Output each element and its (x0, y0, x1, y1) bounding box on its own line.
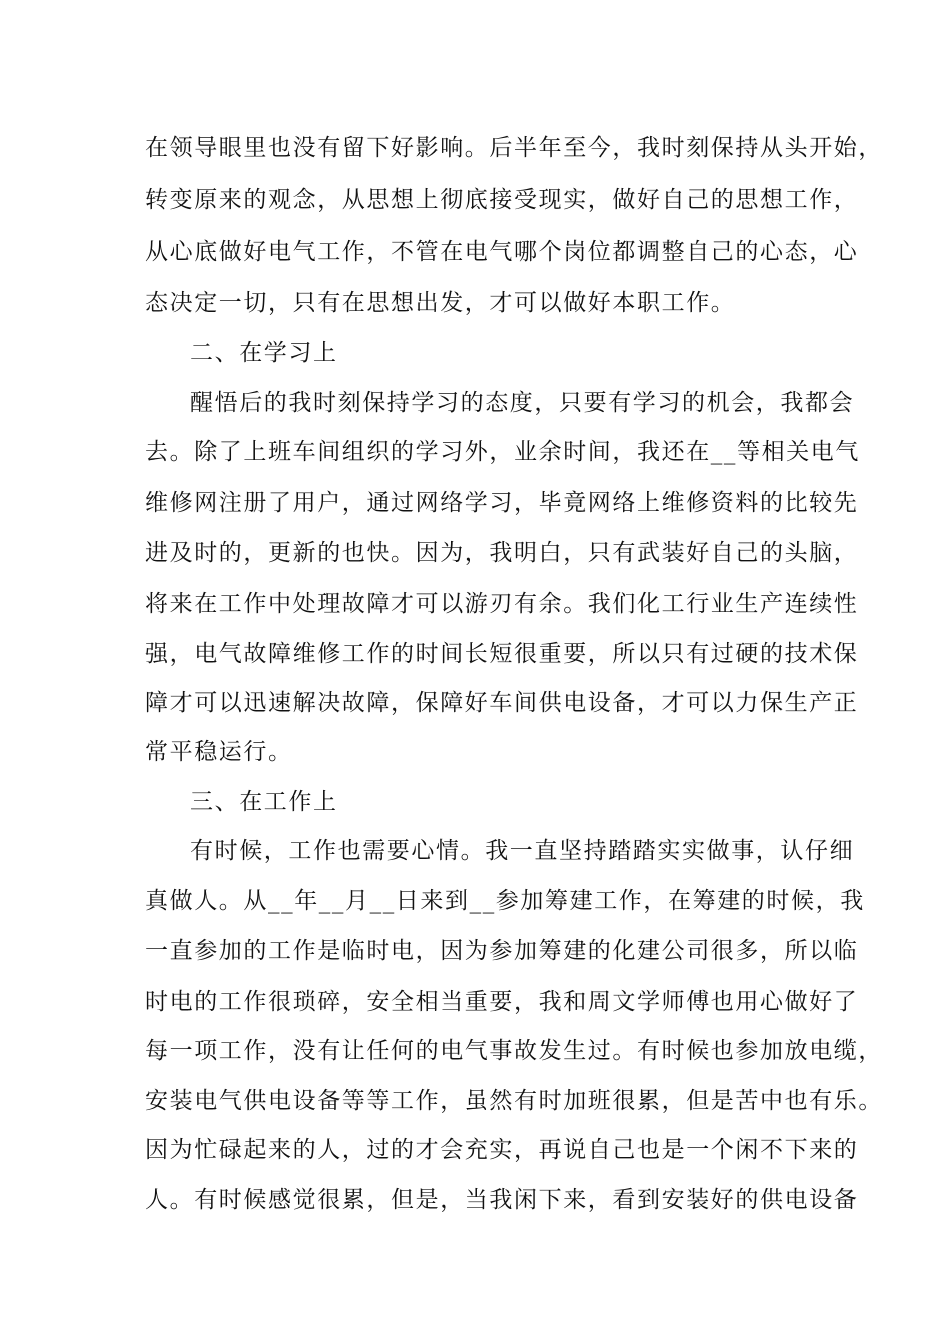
text-line: 从心底做好电气工作，不管在电气哪个岗位都调整自己的心态，心 (145, 239, 859, 265)
section-heading: 二、在学习上 (190, 340, 338, 366)
text-line: 在领导眼里也没有留下好影响。后半年至今，我时刻保持从头开始， (145, 135, 883, 161)
section-heading: 三、在工作上 (190, 789, 338, 815)
text-line: 时电的工作很琐碎，安全相当重要，我和周文学师傅也用心做好了 (145, 989, 859, 1015)
text-line: 每一项工作，没有让任何的电气事故发生过。有时候也参加放电缆， (145, 1038, 883, 1064)
text-line: 强，电气故障维修工作的时间长短很重要，所以只有过硬的技术保 (145, 641, 859, 667)
text-line: 常平稳运行。 (145, 739, 293, 765)
text-line: 一直参加的工作是临时电，因为参加筹建的化建公司很多，所以临 (145, 938, 859, 964)
text-line: 将来在工作中处理故障才可以游刃有余。我们化工行业生产连续性 (145, 591, 859, 617)
text-line: 真做人。从__年__月__日来到__参加筹建工作，在筹建的时候，我 (145, 888, 865, 914)
text-line: 态决定一切，只有在思想出发，才可以做好本职工作。 (145, 290, 736, 316)
text-line: 转变原来的观念，从思想上彻底接受现实，做好自己的思想工作， (145, 187, 859, 213)
text-line: 维修网注册了用户，通过网络学习，毕竟网络上维修资料的比较先 (145, 490, 859, 516)
text-line: 人。有时候感觉很累，但是，当我闲下来，看到安装好的供电设备 (145, 1187, 859, 1213)
text-line: 进及时的，更新的也快。因为，我明白，只有武装好自己的头脑， (145, 540, 859, 566)
text-line: 有时候，工作也需要心情。我一直坚持踏踏实实做事，认仔细 (190, 838, 855, 864)
text-line: 障才可以迅速解决故障，保障好车间供电设备，才可以力保生产正 (145, 690, 859, 716)
text-line: 因为忙碌起来的人，过的才会充实，再说自己也是一个闲不下来的 (145, 1137, 859, 1163)
text-line: 醒悟后的我时刻保持学习的态度，只要有学习的机会，我都会 (190, 390, 855, 416)
text-line: 安装电气供电设备等等工作，虽然有时加班很累，但是苦中也有乐。 (145, 1088, 883, 1114)
text-line: 去。除了上班车间组织的学习外，业余时间，我还在__等相关电气 (145, 439, 860, 465)
